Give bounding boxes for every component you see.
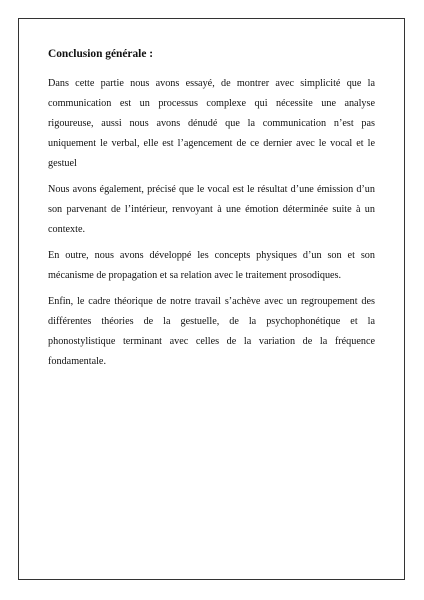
paragraph-line: mécanisme de propagation et sa relation avec le traitement prosodiques. — [48, 270, 342, 281]
paragraph-line: fondamentale. — [48, 356, 106, 367]
paragraph-line: Enfin, le cadre théorique de notre travail s’achève avec un regroupement des — [48, 296, 375, 307]
paragraph-line: rigoureuse, aussi nous avons dénudé que la communication n’est pas — [48, 118, 375, 129]
paragraph-4 — [48, 292, 375, 372]
paragraph-line: phonostylistique terminant avec celles de la variation de la fréquence — [48, 336, 375, 347]
paragraph-line: Dans cette partie nous avons essayé, de montrer avec simplicité que la — [48, 78, 375, 89]
paragraph-2 — [48, 180, 375, 240]
paragraph-line: uniquement le verbal, elle est l’agencement de ce dernier avec le vocal et le — [48, 138, 375, 149]
paragraph-3 — [48, 246, 375, 286]
paragraph-1 — [48, 74, 375, 174]
paragraph-line: son parvenant de l’intérieur, renvoyant à une émotion déterminée suite à un — [48, 204, 375, 215]
section-heading: Conclusion générale : — [48, 48, 154, 60]
paragraph-line: différentes théories de la gestuelle, de la psychophonétique et la — [48, 316, 375, 327]
paragraph-line: En outre, nous avons développé les concepts physiques d’un son et son — [48, 250, 375, 261]
paragraph-line: contexte. — [48, 224, 86, 235]
document-body — [48, 48, 375, 378]
paragraph-line: gestuel — [48, 158, 77, 169]
paragraph-line: communication est un processus complexe qui nécessite une analyse — [48, 98, 375, 109]
paragraph-line: Nous avons également, précisé que le vocal est le résultat d’une émission d’un — [48, 184, 375, 195]
